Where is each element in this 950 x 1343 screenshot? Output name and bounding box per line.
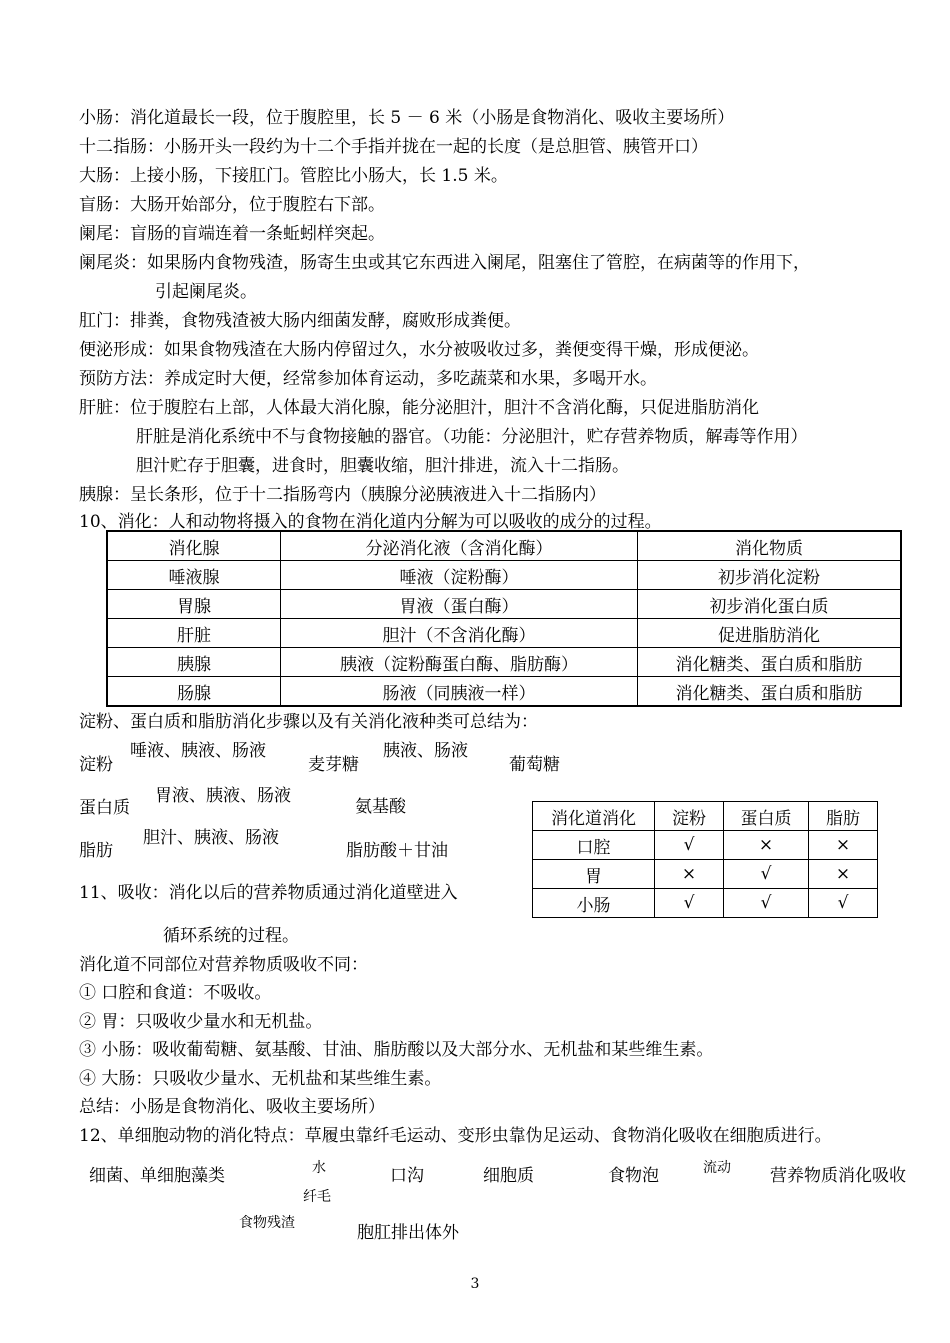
flow-maltose: 麦芽糖 (308, 755, 359, 775)
page-number: 3 (470, 1276, 480, 1292)
table-cell: 唾液腺 (107, 561, 281, 590)
table-cell: √ (724, 889, 809, 918)
line-mouth: ① 口腔和食道：不吸收。 (79, 983, 272, 1003)
digestive-gland-table (106, 530, 902, 707)
cell-flow-water: 水 (312, 1160, 326, 1176)
table-cell: 消化糖类、蛋白质和脂肪 (638, 677, 902, 707)
table-header-row (107, 531, 901, 561)
table-cell: 胃液（蛋白酶） (281, 590, 638, 619)
cell-flow-residue: 食物残渣 (239, 1215, 295, 1231)
table-cell: 胰腺 (107, 648, 281, 677)
line-stomach: ② 胃：只吸收少量水和无机盐。 (79, 1012, 323, 1032)
flow-protein-juices: 胃液、胰液、肠液 (155, 786, 291, 806)
table-row (107, 677, 901, 707)
line-large-intestine: 大肠：上接小肠，下接肛门。管腔比小肠大，长 1.5 米。 (79, 166, 508, 186)
flow-starch-juices-1: 唾液、胰液、肠液 (130, 741, 266, 761)
line-liver-3: 胆汁贮存于胆囊，进食时，胆囊收缩，胆汁排进，流入十二指肠。 (136, 456, 629, 476)
line-cecum: 盲肠：大肠开始部分，位于腹腔右下部。 (79, 195, 385, 215)
line-summary-intro: 淀粉、蛋白质和脂肪消化步骤以及有关消化液种类可总结为： (79, 712, 538, 732)
flow-fat: 脂肪 (79, 841, 113, 861)
line-pancreas: 胰腺：呈长条形，位于十二指肠弯内（胰腺分泌胰液进入十二指肠内） (79, 485, 606, 505)
cell-flow-cytoplasm: 细胞质 (483, 1166, 534, 1186)
table-cell: × (655, 860, 724, 889)
table-header-cell: 分泌消化液（含消化酶） (281, 531, 638, 561)
table-cell: 初步消化蛋白质 (638, 590, 902, 619)
table-cell: × (809, 831, 878, 860)
table-cell: √ (809, 889, 878, 918)
line-absorption-parts: 消化道不同部位对营养物质吸收不同： (79, 955, 368, 975)
cell-flow-anal-pore: 胞肛排出体外 (357, 1223, 459, 1243)
table-header-row (533, 802, 878, 831)
table-row (107, 590, 901, 619)
line-small-intestine-abs: ③ 小肠：吸收葡萄糖、氨基酸、甘油、脂肪酸以及大部分水、无机盐和某些维生素。 (79, 1040, 714, 1060)
table-header-cell: 消化物质 (638, 531, 902, 561)
table-header-cell: 消化腺 (107, 531, 281, 561)
table-header-cell: 淀粉 (655, 802, 724, 831)
digestive-organ-table (532, 801, 878, 918)
cell-flow-food-vacuole: 食物泡 (608, 1166, 659, 1186)
flow-fat-products: 脂肪酸＋甘油 (346, 841, 448, 861)
line-absorption-cont: 循环系统的过程。 (163, 926, 299, 946)
line-appendicitis: 阑尾炎：如果肠内食物残渣，肠寄生虫或其它东西进入阑尾，阻塞住了管腔，在病菌等的作用下， (79, 253, 810, 273)
line-appendicitis-cont: 引起阑尾炎。 (155, 282, 257, 302)
flow-starch-juices-2: 胰液、肠液 (383, 741, 468, 761)
cell-flow-result: 营养物质消化吸收 (770, 1166, 906, 1186)
table-row (533, 831, 878, 860)
table-header-cell: 消化道消化 (533, 802, 655, 831)
line-liver-2: 肝脏是消化系统中不与食物接触的器官。（功能：分泌胆汁，贮存营养物质，解毒等作用） (136, 427, 808, 447)
table-cell: × (724, 831, 809, 860)
table-cell: 肠液（同胰液一样） (281, 677, 638, 707)
line-digestion-heading: 10、消化：人和动物将摄入的食物在消化道内分解为可以吸收的成分的过程。 (79, 512, 662, 532)
table-cell: √ (655, 889, 724, 918)
table-cell: 胃 (533, 860, 655, 889)
table-header-cell: 蛋白质 (724, 802, 809, 831)
flow-starch: 淀粉 (79, 755, 113, 775)
line-absorption: 11、吸收：消化以后的营养物质通过消化道壁进入 (79, 883, 458, 903)
flow-glucose: 葡萄糖 (509, 755, 560, 775)
table-row (533, 860, 878, 889)
line-appendix: 阑尾：盲肠的盲端连着一条蚯蚓样突起。 (79, 224, 385, 244)
cell-flow-food: 细菌、单细胞藻类 (89, 1166, 225, 1186)
table-header-cell: 脂肪 (809, 802, 878, 831)
table-cell: 促进脂肪消化 (638, 619, 902, 648)
table-cell: × (809, 860, 878, 889)
table-cell: 肠腺 (107, 677, 281, 707)
cell-flow-flow: 流动 (703, 1160, 731, 1176)
table-cell: 唾液（淀粉酶） (281, 561, 638, 590)
line-small-intestine: 小肠：消化道最长一段，位于腹腔里，长 5 － 6 米（小肠是食物消化、吸收主要场所） (79, 108, 735, 128)
line-prevention: 预防方法：养成定时大便，经常参加体育运动，多吃蔬菜和水果，多喝开水。 (79, 369, 657, 389)
flow-amino-acid: 氨基酸 (355, 797, 406, 817)
line-unicellular: 12、单细胞动物的消化特点：草履虫靠纤毛运动、变形虫靠伪足运动、食物消化吸收在细胞质进行。 (79, 1126, 832, 1146)
line-summary: 总结：小肠是食物消化、吸收主要场所） (79, 1097, 385, 1117)
flow-fat-juices: 胆汁、胰液、肠液 (143, 828, 279, 848)
table-cell: 小肠 (533, 889, 655, 918)
table-cell: 肝脏 (107, 619, 281, 648)
table-cell: 胆汁（不含消化酶） (281, 619, 638, 648)
cell-flow-oral-groove: 口沟 (390, 1166, 424, 1186)
table-row (107, 561, 901, 590)
table-cell: 消化糖类、蛋白质和脂肪 (638, 648, 902, 677)
line-duodenum: 十二指肠：小肠开头一段约为十二个手指并拢在一起的长度（是总胆管、胰管开口） (79, 137, 708, 157)
line-liver: 肝脏：位于腹腔右上部，人体最大消化腺，能分泌胆汁，胆汁不含消化酶，只促进脂肪消化 (79, 398, 759, 418)
table-cell: 胃腺 (107, 590, 281, 619)
table-row (533, 889, 878, 918)
table-row (107, 619, 901, 648)
table-cell: √ (655, 831, 724, 860)
table-cell: 初步消化淀粉 (638, 561, 902, 590)
table-row (107, 648, 901, 677)
cell-flow-cilia: 纤毛 (303, 1189, 331, 1205)
table-cell: √ (724, 860, 809, 889)
table-cell: 胰液（淀粉酶蛋白酶、脂肪酶） (281, 648, 638, 677)
line-large-intestine-abs: ④ 大肠：只吸收少量水、无机盐和某些维生素。 (79, 1069, 442, 1089)
table-cell: 口腔 (533, 831, 655, 860)
line-anus: 肛门：排粪，食物残渣被大肠内细菌发酵，腐败形成粪便。 (79, 311, 521, 331)
line-constipation: 便泌形成：如果食物残渣在大肠内停留过久，水分被吸收过多，粪便变得干燥，形成便泌。 (79, 340, 759, 360)
flow-protein: 蛋白质 (79, 798, 130, 818)
